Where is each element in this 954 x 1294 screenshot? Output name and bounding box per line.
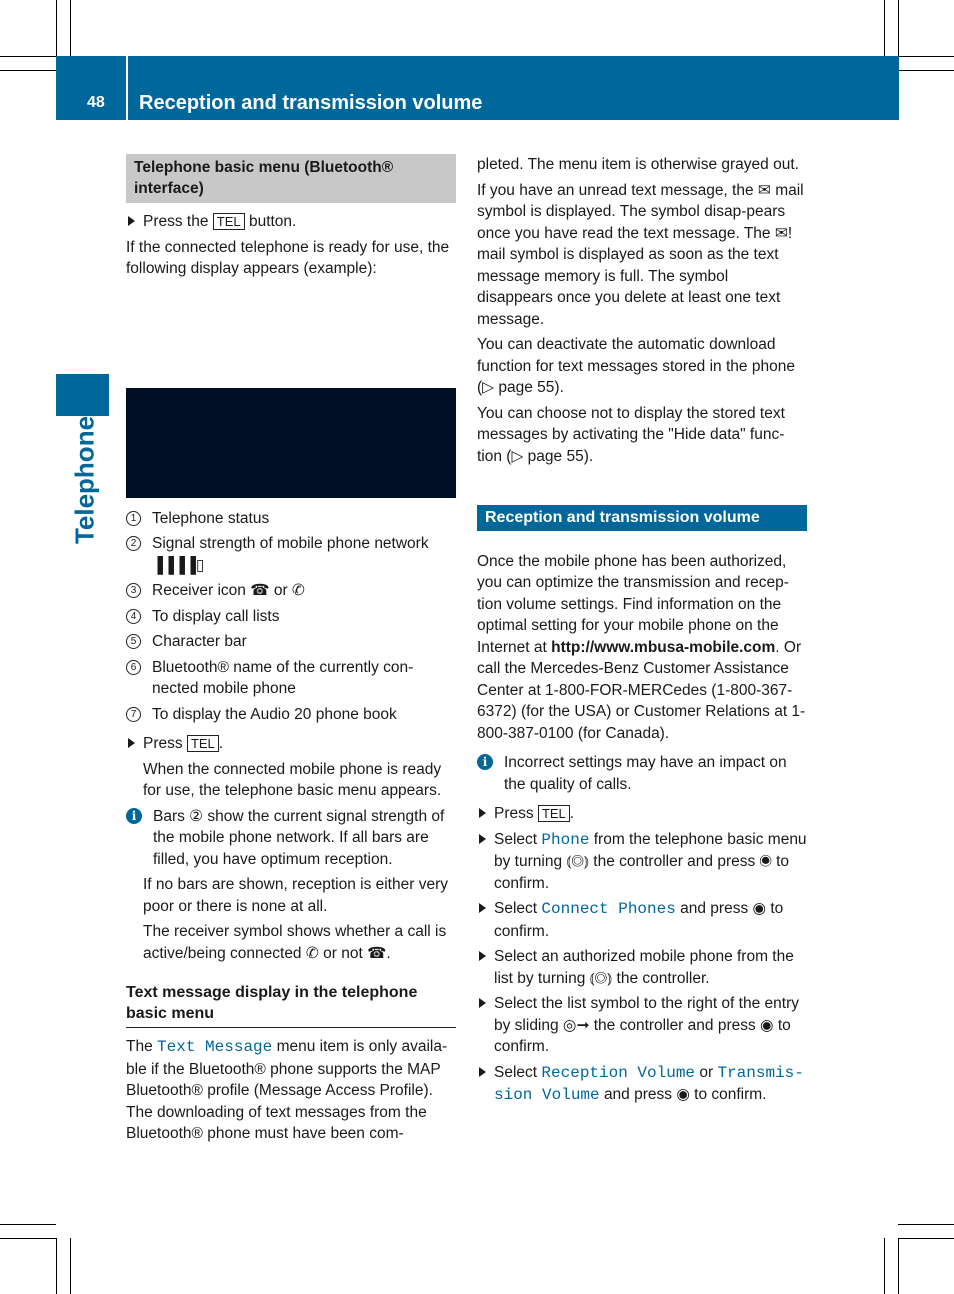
step-text: or [699,1063,714,1081]
crop-mark [898,70,954,71]
step-text: from the telephone basic menu by turning ⦅◎⦆ the controller and press ◉ to confirm. [494,830,807,892]
legend-text: Receiver icon ☎ or ✆ [152,582,305,599]
crop-mark [0,56,56,57]
tel-key: TEL [187,735,219,752]
step-text: . [218,735,224,752]
legend-text: Bluetooth® name of the currently con-nected mobile phone [152,658,414,697]
crop-mark [898,1238,899,1294]
menu-item-text-message: Text Message [157,1038,273,1056]
step-select-volume [477,1062,807,1107]
left-column [126,154,456,1149]
tel-key: TEL [213,213,245,230]
crop-mark [70,1238,71,1294]
legend-list [126,508,456,726]
info-text: Bars ② show the current signal strength of the mobile phone network. If all bars are filled, you have optimum reception. [153,807,445,868]
step-text: Select [494,1063,538,1081]
text: menu item is only availa-ble if the Bluetooth® phone supports the MAP Bluetooth® profile (Message Access Profile). The downloading of text messages from the Bluetooth® phone must have been com- [126,1038,448,1142]
paragraph [126,1036,456,1145]
crop-mark [898,0,899,56]
crop-mark [884,0,885,56]
subsection-title: Text message display in the telephone basic menu [126,982,456,1028]
step-select-mobile: Select an authorized mobile phone from the list by turning ⦅◎⦆ the controller. [477,946,807,989]
step-press-tel [126,211,456,233]
legend-number: 6 [126,660,141,675]
side-chapter-label: Telephone [69,415,100,545]
crop-mark [0,1224,56,1225]
crop-mark [56,0,57,56]
step-text: and press ◉ to confirm. [494,900,784,940]
step-select-phone [477,829,807,895]
crop-mark [0,1238,56,1239]
page-title: Reception and transmission volume [139,92,483,114]
url-link[interactable]: http://www.mbusa-mobile.com [551,638,776,656]
right-column [477,154,807,1111]
side-tab [56,374,109,416]
menu-item-connect-phones: Connect Phones [541,900,676,918]
info-text: If no bars are shown, reception is either very poor or there is none at all. [143,876,448,915]
crop-mark [898,1238,954,1239]
crop-mark [70,0,71,56]
legend-text: Character bar [152,633,247,650]
section-title-basic-menu: Telephone basic menu (Bluetooth® interface) [126,154,456,203]
step-text: Select [494,830,538,848]
legend-item [126,606,456,628]
display-example-screenshot [126,388,456,498]
step-connect-phones [477,898,807,942]
info-icon: i [477,754,493,770]
step-text: Press the [143,213,209,230]
info-note [477,752,807,795]
paragraph: You can choose not to display the stored text messages by activating the "Hide data" func-tion (▷ page 55). [477,404,785,465]
paragraph [477,551,807,745]
step-text: button. [248,213,297,230]
step-press-tel [477,803,807,825]
crop-mark [884,1238,885,1294]
paragraph: pleted. The menu item is otherwise grayed out. [477,156,799,173]
tel-key: TEL [538,805,570,822]
step-list-symbol: Select the list symbol to the right of the entry by sliding ◎➞ the controller and press ◉ to confirm. [477,993,807,1058]
legend-number: 3 [126,583,141,598]
legend-number: 5 [126,634,141,649]
menu-item-transmission-volume: Transmis-sion Volume [494,1063,804,1104]
legend-text: Telephone status [152,509,270,527]
step-text: Press [143,735,183,752]
legend-number: 7 [126,707,141,722]
step-text: Select [494,900,538,917]
text: The [126,1038,153,1055]
crop-mark [0,70,56,71]
step-text: . [569,805,575,822]
paragraph: If you have an unread text message, the ✉ mail symbol is displayed. The symbol disap-pears once you have read the text message. The ✉! mail symbol is displayed as soon as the text message memory is full. The symbol disappears once you delete at least one text message. [477,181,804,328]
legend-text: To display the Audio 20 phone book [152,705,397,723]
menu-item-reception-volume: Reception Volume [541,1063,696,1082]
step-press-tel-2 [126,733,456,755]
text: Once the mobile phone has been authorized, you can optimize the transmission and recep-tion volume settings. Find information on the optimal setting for your mobile phone on the Internet at [477,552,789,656]
legend-number: 2 [126,536,141,551]
legend-item [126,631,456,653]
step-result: When the connected mobile phone is ready for use, the telephone basic menu appears. [143,760,442,799]
legend-item [126,657,456,700]
legend-number: 4 [126,609,141,624]
crop-mark [898,1224,954,1225]
info-icon: i [126,808,142,824]
crop-mark [56,1238,57,1294]
legend-item [126,508,456,530]
legend-text: To display call lists [152,607,280,625]
menu-item-phone: Phone [541,830,590,849]
page-header [56,56,899,120]
text: . Or call the Mercedes-Benz Customer Assistance Center at 1-800-FOR-MERCedes (1-800-367-6372) (for the USA) or Customer Relations at 1-800-387-0100 (for Canada). [477,638,806,742]
crop-mark [898,56,954,57]
paragraph: You can deactivate the automatic download function for text messages stored in the phone (▷ page 55). [477,336,795,396]
step-text: and press ◉ to confirm. [603,1086,767,1103]
step-text: Press [494,805,534,822]
display-example-top [126,284,456,382]
legend-number: 1 [126,511,141,526]
info-note [126,806,456,965]
legend-item [126,533,456,576]
info-text: Incorrect settings may have an impact on the quality of calls. [504,754,787,793]
info-text: The receiver symbol shows whether a call is active/being connected ✆ or not ☎. [143,923,447,962]
legend-item [126,704,456,726]
legend-text: Signal strength of mobile phone network ▐▐▐▐▯ [152,535,429,574]
paragraph: If the connected telephone is ready for use, the following display appears (example): [126,238,450,277]
page-number: 48 [87,94,105,111]
header-divider [126,56,128,120]
section-title-volume: Reception and transmission volume [477,505,807,531]
legend-item [126,580,456,602]
